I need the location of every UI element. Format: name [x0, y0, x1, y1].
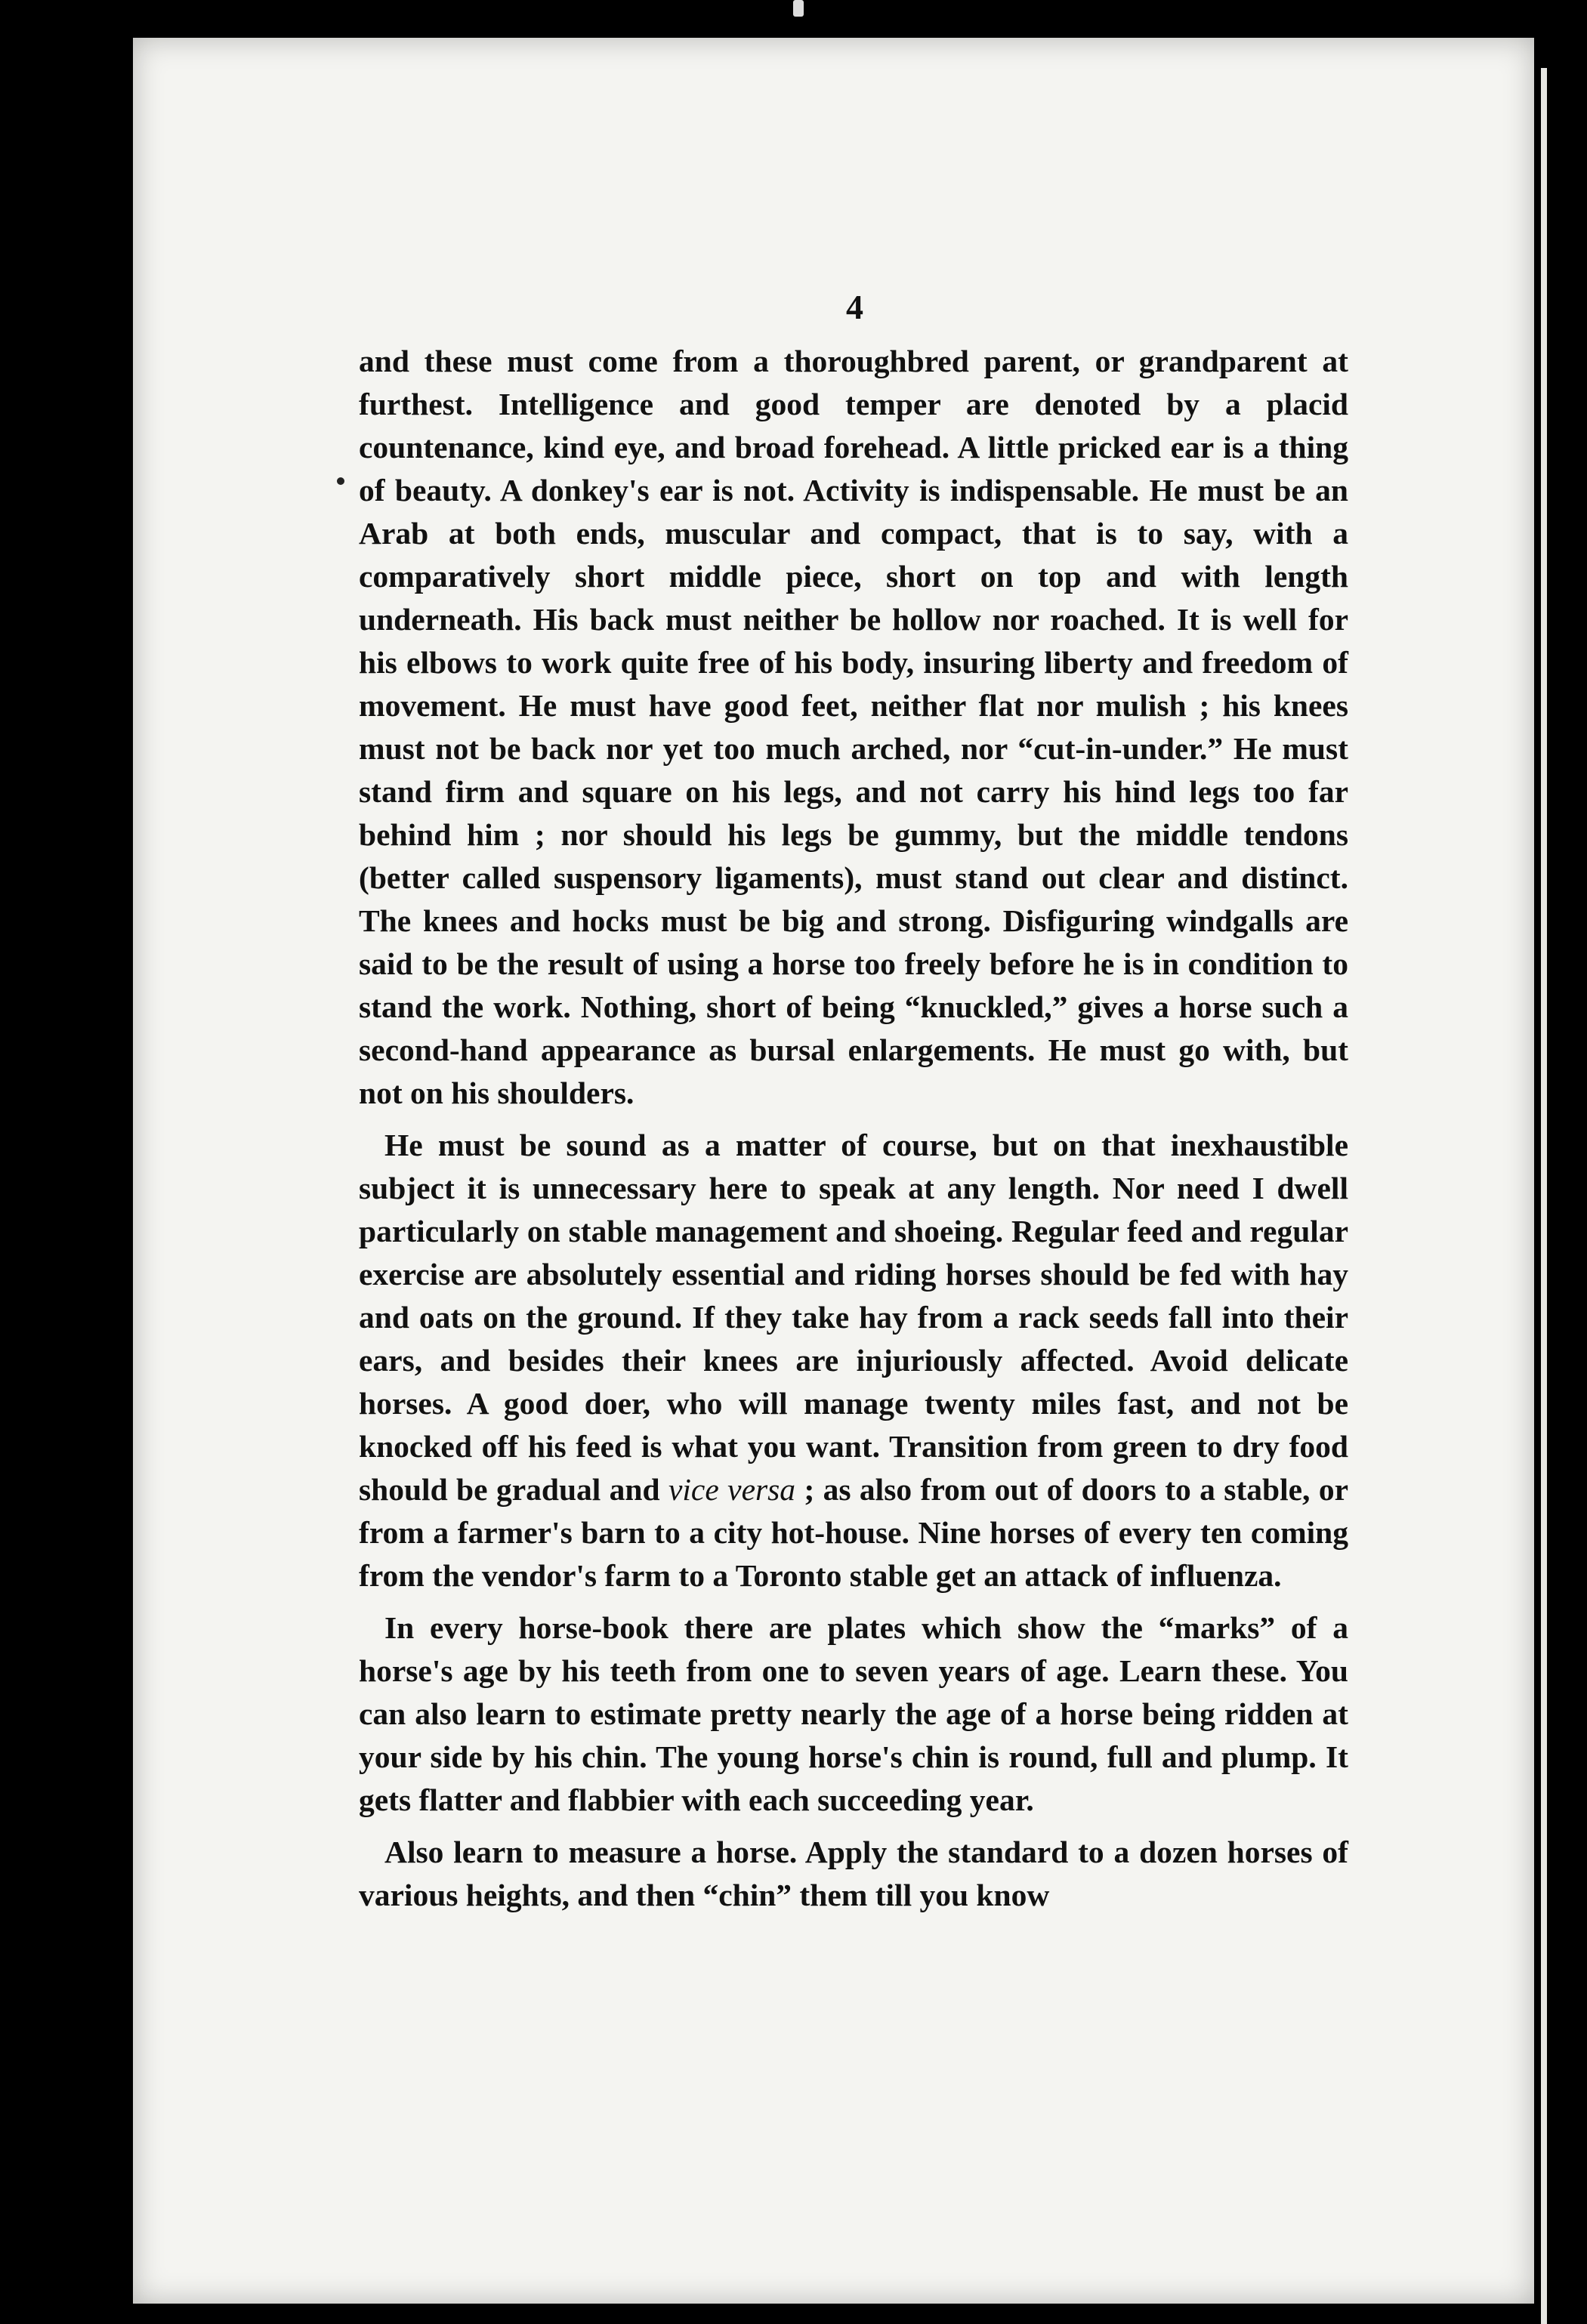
margin-mark: [337, 477, 344, 485]
paragraph-2: [359, 1124, 1348, 1597]
paragraph-2-text-end: ; as also from out of doors to a stable, or from a farmer's barn to a city hot-house. Nine horses of every ten coming from the vendor's farm to a Toronto stable get an attack of influenza.: [359, 1472, 1348, 1593]
paragraph-4: [359, 1831, 1348, 1917]
paragraph-1: [359, 340, 1348, 1115]
paragraph-2-text: He must be sound as a matter of course, but on that inexhaustible subject it is unnecessary here to speak at any length. Nor need I dwell particularly on stable management and shoeing. Regular feed and regular exercise are absolutely essential and riding horses should be fed with hay and oats on the ground. If they take hay from a rack seeds fall into their ears, and besides their knees are injuriously affected. Avoid delicate horses. A good doer, who will manage twenty miles fast, and not be knocked off his feed is what you want. Transition from green to dry food should be gradual and: [359, 1128, 1348, 1507]
paragraph-3-text: In every horse-book there are plates which show the “marks” of a horse's age by his teeth from one to seven years of age. Learn these. You can also learn to estimate pretty nearly the age of a horse being ridden at your side by his chin. The young horse's chin is round, full and plump. It gets flatter and flabbier with each succeeding year.: [359, 1610, 1348, 1817]
paragraph-4-text: Also learn to measure a horse. Apply the standard to a dozen horses of various heights, and then “chin” them till you know: [359, 1835, 1348, 1912]
paragraph-1-text: and these must come from a thoroughbred parent, or grandparent at furthest. Intelligence and good temper are denoted by a placid countenance, kind eye, and broad forehead. A little pricked ear is a thing of beauty. A donkey's ear is not. Activity is indispensable. He must be an Arab at both ends, muscular and compact, that is to say, with a comparatively short middle piece, short on top and with length underneath. His back must neither be hollow nor roached. It is well for his elbows to work quite free of his body, insuring liberty and freedom of movement. He must have good feet, neither flat nor mulish ; his knees must not be back nor yet too much arched, nor “cut-in-under.” He must stand firm and square on his legs, and not carry his hind legs too far behind him ; nor should his legs be gummy, but the middle tendons (better called suspensory ligaments), must stand out clear and distinct. The knees and hocks must be big and strong. Disfiguring windgalls are said to be the result of using a horse too freely before he is in condition to stand the work. Nothing, short of being “knuckled,” gives a horse such a second-hand appearance as bursal enlargements. He must go with, but not on his shoulders.: [359, 344, 1348, 1110]
page-number: 4: [846, 288, 863, 326]
page-edge: [1541, 68, 1547, 2324]
scan-artifact: [793, 0, 804, 17]
paragraph-2-italic: vice versa: [668, 1472, 796, 1507]
paragraph-3: [359, 1606, 1348, 1822]
body-text: [359, 340, 1348, 1926]
